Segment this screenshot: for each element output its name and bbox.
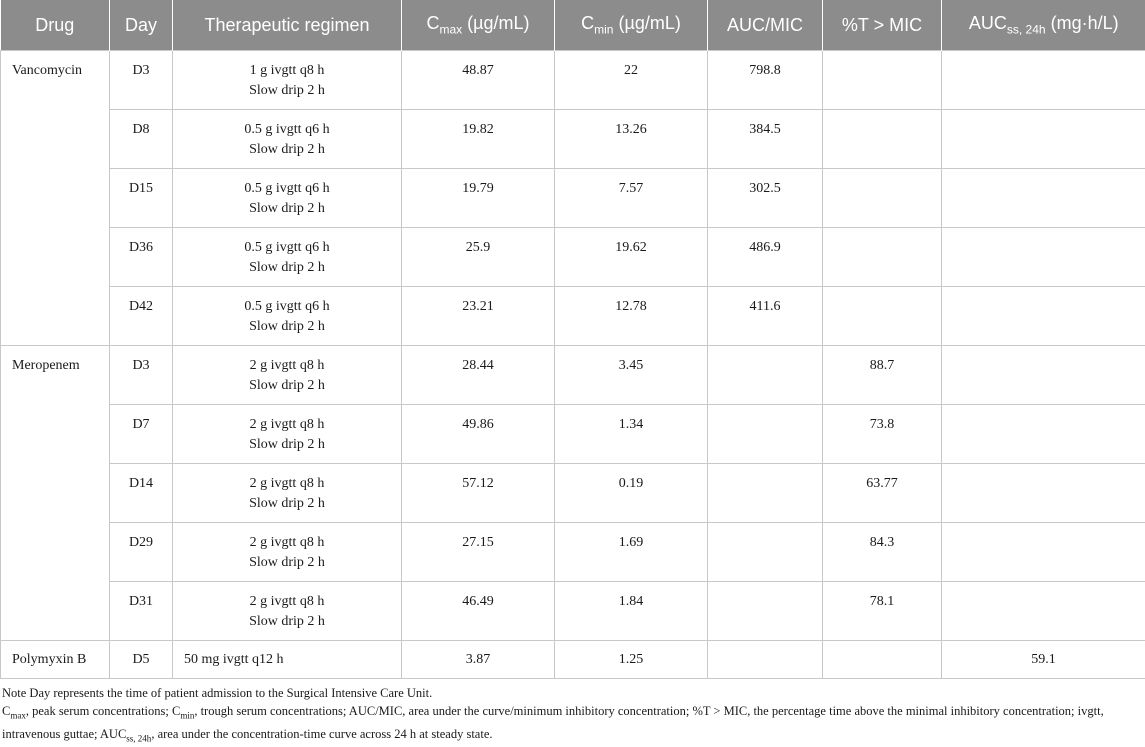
- t-mic-cell: [823, 641, 942, 679]
- day-cell: D36: [110, 228, 173, 287]
- t-mic-cell: [823, 110, 942, 169]
- t-mic-cell: [823, 51, 942, 110]
- drug-cell: Polymyxin B: [1, 641, 110, 679]
- t-mic-cell: 84.3: [823, 523, 942, 582]
- cmin-cell: 12.78: [555, 287, 708, 346]
- table-footnotes: [0, 679, 1145, 747]
- day-cell: D15: [110, 169, 173, 228]
- regimen-cell: 2 g ivgtt q8 h Slow drip 2 h: [173, 523, 402, 582]
- table-row: [1, 110, 1145, 169]
- cmin-cell: 1.69: [555, 523, 708, 582]
- table-row: [1, 464, 1145, 523]
- t-mic-cell: 63.77: [823, 464, 942, 523]
- day-cell: D3: [110, 346, 173, 405]
- aucss-cell: [942, 523, 1145, 582]
- day-cell: D14: [110, 464, 173, 523]
- footnote-abbreviations: $C_{max}$, peak serum concentrations; $C_{min}$, trough serum concentrations; AUC/MIC, area under the curve/minimum inhibitory concentration; %T > MIC, the percentage time above the minimal inhibitory concentration; ivgtt, intravenous guttae; $AUC_{ss, 24h}$, area under the concentration-time curve across 24 h at steady state.: [2, 702, 1143, 747]
- col-header-regimen: Therapeutic regimen: [173, 0, 402, 51]
- footnote-day: Note Day represents the time of patient admission to the Surgical Intensive Care Unit.: [2, 684, 1143, 702]
- auc-mic-cell: [708, 464, 823, 523]
- day-cell: D31: [110, 582, 173, 641]
- auc-mic-cell: 411.6: [708, 287, 823, 346]
- regimen-cell: 0.5 g ivgtt q6 h Slow drip 2 h: [173, 287, 402, 346]
- table-row: [1, 523, 1145, 582]
- table-row: [1, 582, 1145, 641]
- cmax-cell: 23.21: [402, 287, 555, 346]
- day-cell: D42: [110, 287, 173, 346]
- regimen-cell: 0.5 g ivgtt q6 h Slow drip 2 h: [173, 169, 402, 228]
- day-cell: D7: [110, 405, 173, 464]
- cmin-cell: 0.19: [555, 464, 708, 523]
- table-row: [1, 169, 1145, 228]
- t-mic-cell: [823, 228, 942, 287]
- cmin-cell: 1.34: [555, 405, 708, 464]
- auc-mic-cell: [708, 346, 823, 405]
- t-mic-cell: 73.8: [823, 405, 942, 464]
- cmin-cell: 7.57: [555, 169, 708, 228]
- auc-mic-cell: 302.5: [708, 169, 823, 228]
- cmax-cell: 19.79: [402, 169, 555, 228]
- t-mic-cell: 88.7: [823, 346, 942, 405]
- auc-mic-cell: [708, 582, 823, 641]
- cmax-cell: 19.82: [402, 110, 555, 169]
- t-mic-cell: 78.1: [823, 582, 942, 641]
- t-mic-cell: [823, 169, 942, 228]
- cmax-cell: 28.44: [402, 346, 555, 405]
- aucss-cell: [942, 228, 1145, 287]
- auc-mic-cell: [708, 641, 823, 679]
- aucss-cell: [942, 287, 1145, 346]
- cmax-cell: 48.87: [402, 51, 555, 110]
- cmax-cell: 27.15: [402, 523, 555, 582]
- drug-cell: Vancomycin: [1, 51, 110, 346]
- cmin-cell: 1.84: [555, 582, 708, 641]
- aucss-cell: [942, 110, 1145, 169]
- cmax-cell: 3.87: [402, 641, 555, 679]
- aucss-cell: [942, 405, 1145, 464]
- auc-mic-cell: [708, 523, 823, 582]
- cmax-cell: 57.12: [402, 464, 555, 523]
- cmin-cell: 19.62: [555, 228, 708, 287]
- regimen-cell: 0.5 g ivgtt q6 h Slow drip 2 h: [173, 110, 402, 169]
- regimen-cell: 50 mg ivgtt q12 h: [173, 641, 402, 679]
- table-row: [1, 346, 1145, 405]
- table-row: [1, 51, 1145, 110]
- table-body: [1, 51, 1145, 679]
- table-header: [1, 0, 1145, 51]
- auc-mic-cell: 486.9: [708, 228, 823, 287]
- col-header-aucss: $AUC_{ss, 24h}$ (mg·h/L): [942, 0, 1145, 51]
- aucss-cell: [942, 51, 1145, 110]
- table-row: [1, 287, 1145, 346]
- cmin-cell: 1.25: [555, 641, 708, 679]
- cmax-cell: 49.86: [402, 405, 555, 464]
- aucss-cell: 59.1: [942, 641, 1145, 679]
- table-row: [1, 228, 1145, 287]
- aucss-cell: [942, 346, 1145, 405]
- t-mic-cell: [823, 287, 942, 346]
- cmin-cell: 3.45: [555, 346, 708, 405]
- col-header-cmax: $C_{max}$ (µg/mL): [402, 0, 555, 51]
- drug-cell: Meropenem: [1, 346, 110, 641]
- cmin-cell: 13.26: [555, 110, 708, 169]
- cmax-cell: 46.49: [402, 582, 555, 641]
- day-cell: D5: [110, 641, 173, 679]
- col-header-day: Day: [110, 0, 173, 51]
- regimen-cell: 2 g ivgtt q8 h Slow drip 2 h: [173, 464, 402, 523]
- aucss-cell: [942, 464, 1145, 523]
- col-header-drug: Drug: [1, 0, 110, 51]
- cmax-cell: 25.9: [402, 228, 555, 287]
- regimen-cell: 1 g ivgtt q8 h Slow drip 2 h: [173, 51, 402, 110]
- day-cell: D29: [110, 523, 173, 582]
- regimen-cell: 2 g ivgtt q8 h Slow drip 2 h: [173, 405, 402, 464]
- auc-mic-cell: 798.8: [708, 51, 823, 110]
- aucss-cell: [942, 582, 1145, 641]
- day-cell: D3: [110, 51, 173, 110]
- col-header-auc-mic: AUC/MIC: [708, 0, 823, 51]
- table-row: [1, 405, 1145, 464]
- auc-mic-cell: [708, 405, 823, 464]
- cmin-cell: 22: [555, 51, 708, 110]
- auc-mic-cell: 384.5: [708, 110, 823, 169]
- col-header-t-mic: %T > MIC: [823, 0, 942, 51]
- table-row: [1, 641, 1145, 679]
- col-header-cmin: $C_{min}$ (µg/mL): [555, 0, 708, 51]
- aucss-cell: [942, 169, 1145, 228]
- day-cell: D8: [110, 110, 173, 169]
- regimen-cell: 2 g ivgtt q8 h Slow drip 2 h: [173, 346, 402, 405]
- regimen-cell: 2 g ivgtt q8 h Slow drip 2 h: [173, 582, 402, 641]
- regimen-cell: 0.5 g ivgtt q6 h Slow drip 2 h: [173, 228, 402, 287]
